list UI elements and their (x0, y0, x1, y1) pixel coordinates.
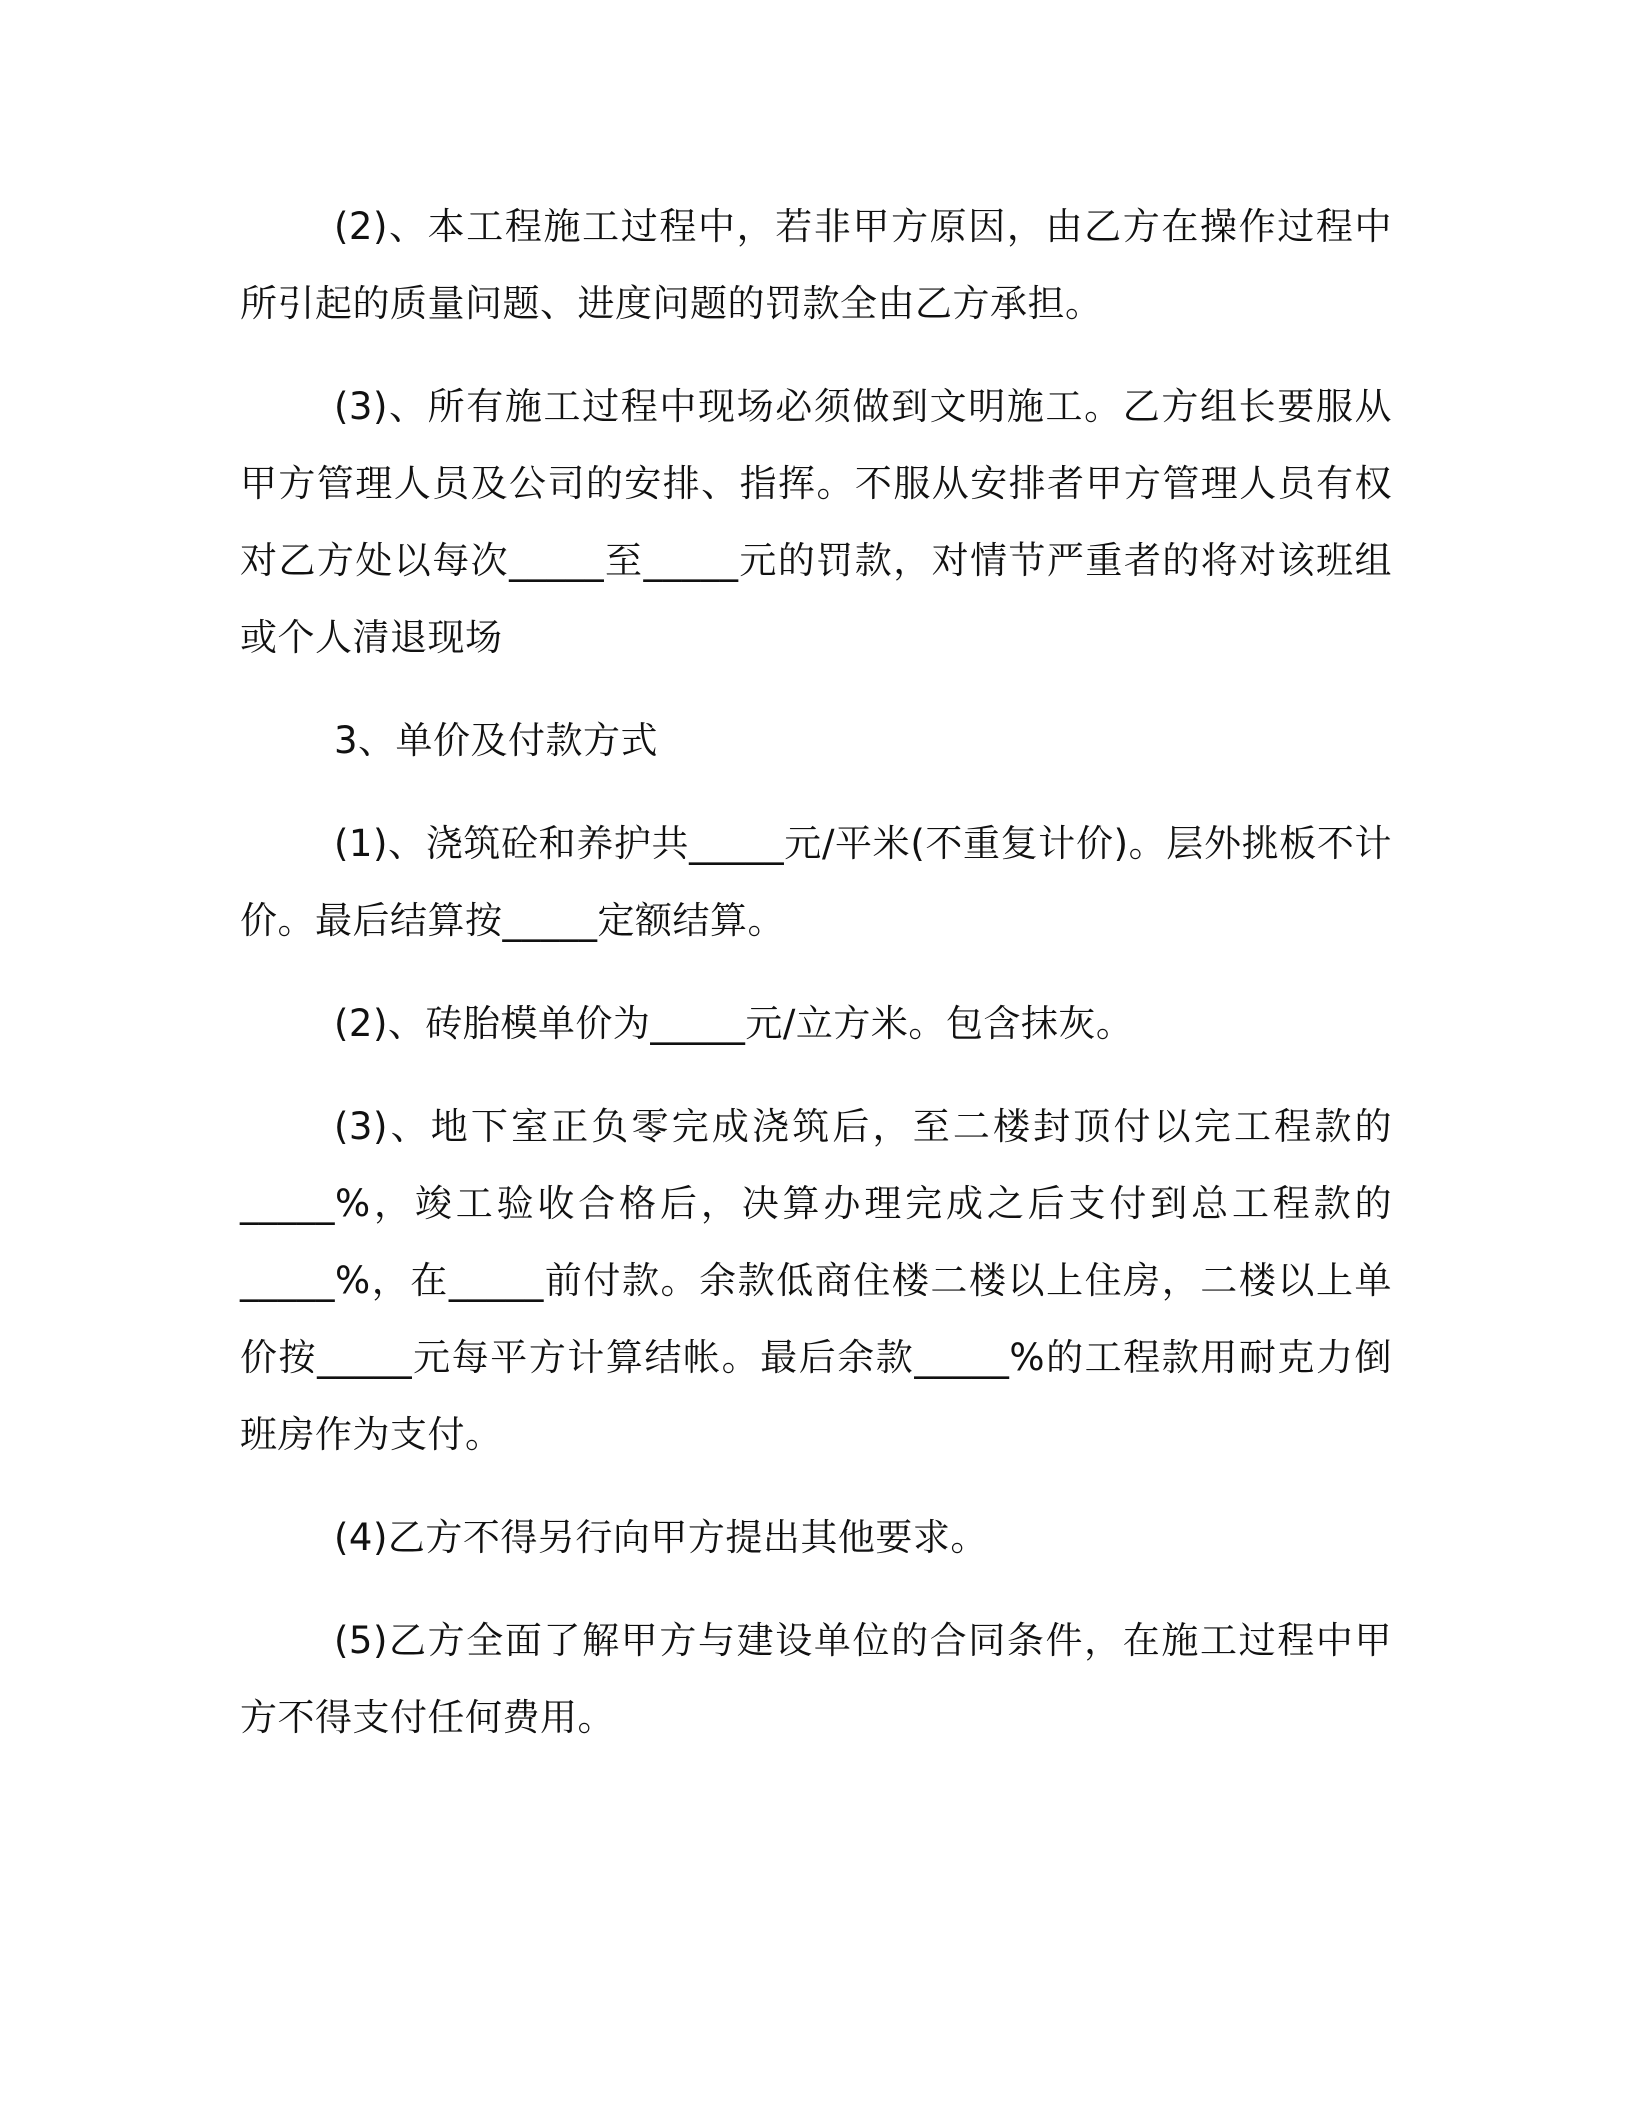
clause-2-brick-mold-price: (2)、砖胎模单价为_____元/立方米。包含抹灰。 (334, 1002, 1134, 1045)
clause-5-contract-conditions: (5)乙方全面了解甲方与建设单位的合同条件，在施工过程中甲方不得支付任何费用。 (240, 1619, 1392, 1739)
clause-3-payment-schedule: (3)、地下室正负零完成浇筑后，至二楼封顶付以完工程款的_____%，竣工验收合格后，决算办理完成之后支付到总工程款的_____%，在_____前付款。余款低商住楼二楼以上住房，二楼以上单价按_____元每平方计算结帐。最后余款_____%的工程款用耐克力倒班房作为支付。 (240, 1105, 1392, 1456)
clause-2-penalty-liability: (2)、本工程施工过程中，若非甲方原因，由乙方在操作过程中所引起的质量问题、进度问题的罚款全由乙方承担。 (240, 205, 1392, 325)
clause-3-civilized-construction: (3)、所有施工过程中现场必须做到文明施工。乙方组长要服从甲方管理人员及公司的安排、指挥。不服从安排者甲方管理人员有权对乙方处以每次_____至_____元的罚款，对情节严重者的将对该班组或个人清退现场 (240, 385, 1392, 659)
document-body (240, 188, 1392, 1782)
clause-4-no-other-requests: (4)乙方不得另行向甲方提出其他要求。 (334, 1516, 988, 1559)
section-heading-unit-price-payment: 3、单价及付款方式 (334, 719, 659, 762)
clause-1-pouring-price: (1)、浇筑砼和养护共_____元/平米(不重复计价)。层外挑板不计价。最后结算按_____定额结算。 (240, 822, 1392, 942)
